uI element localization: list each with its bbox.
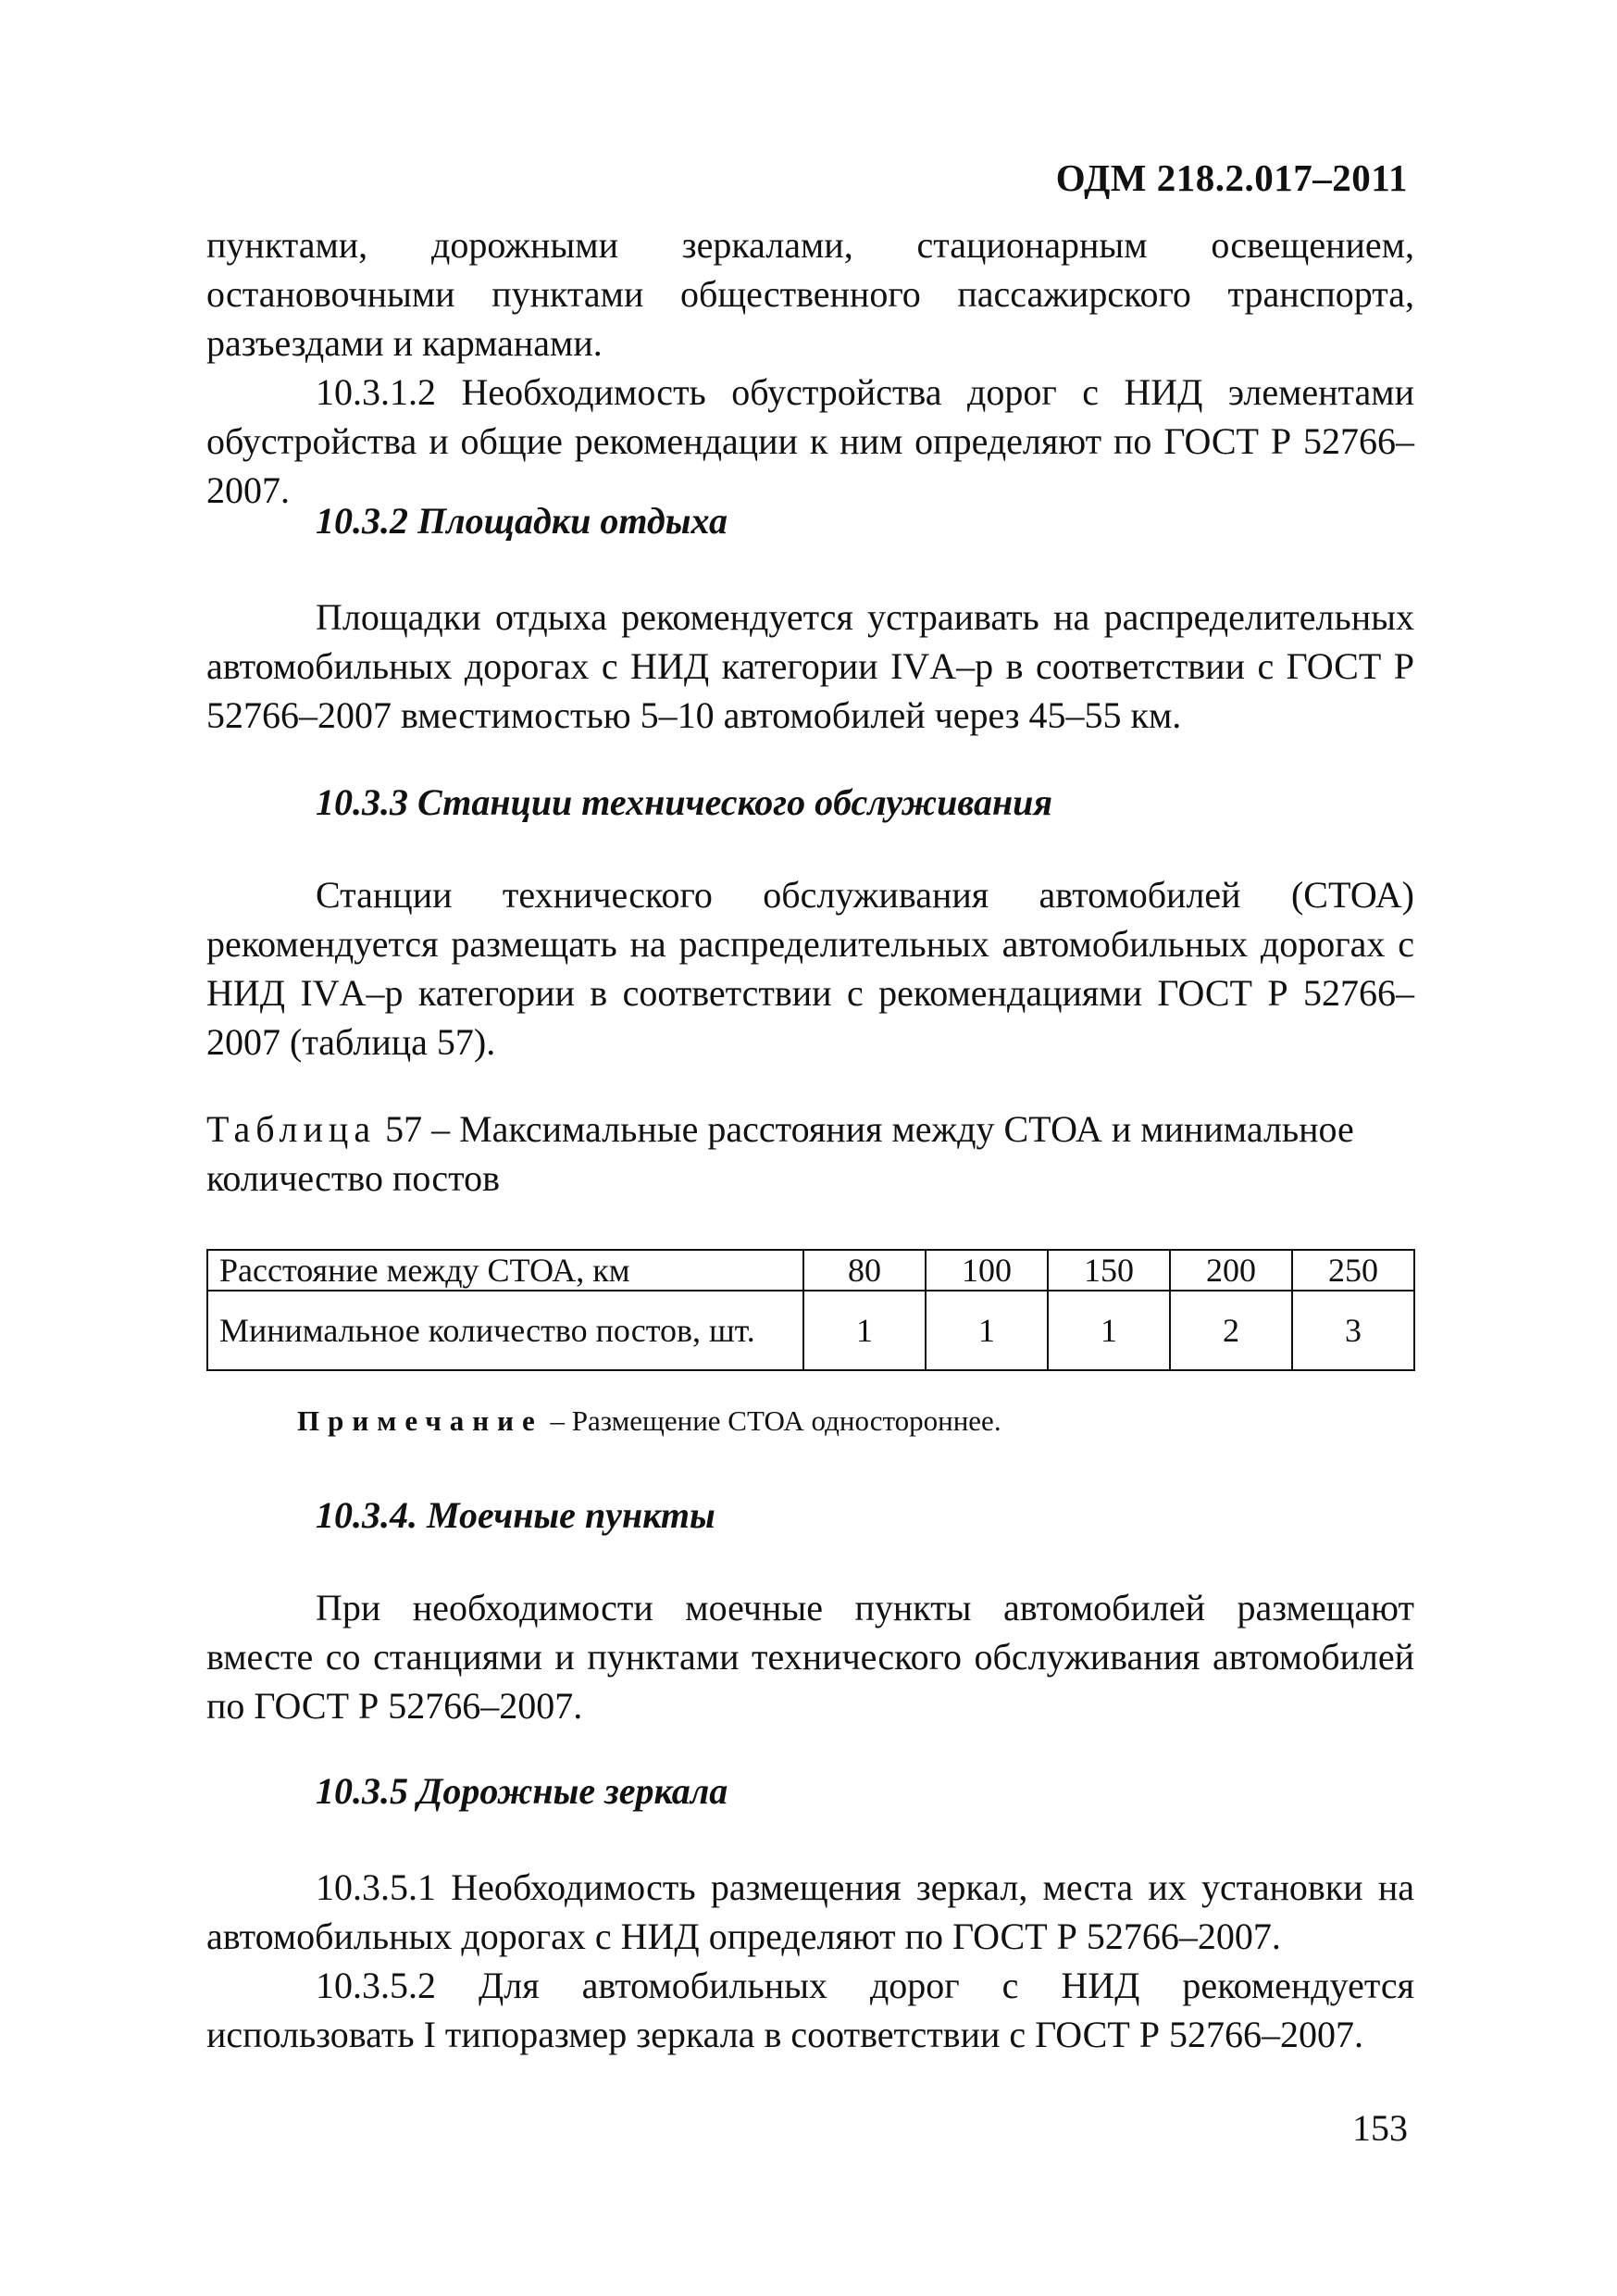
paragraph-10-3-3: Станции технического обслуживания автомобилей (СТОА) рекомендуется размещать на распределительных автомобильных дорогах с НИД IVА–р категории в соответствии с рекомендациями ГОСТ Р 52766–2007 (таблица 57). — [206, 874, 1414, 1063]
table-cell: 80 — [803, 1250, 926, 1291]
paragraph-10-3-5-1: 10.3.5.1 Необходимость размещения зеркал, места их установки на автомобильных дорогах с НИД определяют по ГОСТ Р 52766–2007. — [206, 1866, 1414, 1957]
table-row-distance — [207, 1250, 1414, 1291]
table-cell: 3 — [1292, 1291, 1414, 1370]
section-heading-10-3-2: 10.3.2 Площадки отдыха — [316, 500, 728, 542]
table-caption: Таблица 57 – Максимальные расстояния между СТОА и минимальное количество постов — [206, 1108, 1354, 1199]
table-cell: 1 — [803, 1291, 926, 1370]
section-heading-10-3-5: 10.3.5 Дорожные зеркала — [316, 1770, 728, 1812]
section-heading-10-3-3: 10.3.3 Станции технического обслуживания — [316, 781, 1052, 823]
table-cell: 1 — [1048, 1291, 1170, 1370]
page-number: 153 — [1352, 2107, 1408, 2149]
paragraph-10-3-4: При необходимости моечные пункты автомобилей размещают вместе со станциями и пунктами технического обслуживания автомобилей по ГОСТ Р 52766–2007. — [206, 1587, 1414, 1727]
paragraph-10-3-1-2: 10.3.1.2 Необходимость обустройства дорог с НИД элементами обустройства и общие рекомендации к ним определяют по ГОСТ Р 52766–2007. — [206, 371, 1414, 511]
table-row-label: Расстояние между СТОА, км — [207, 1250, 803, 1291]
table-cell: 2 — [1170, 1291, 1292, 1370]
paragraph-intro: пунктами, дорожными зеркалами, стационарным освещением, остановочными пунктами общественного пассажирского транспорта, разъездами и карманами. — [206, 224, 1414, 364]
table-cell: 200 — [1170, 1250, 1292, 1291]
table-cell: 150 — [1048, 1250, 1170, 1291]
table-57 — [206, 1249, 1415, 1371]
paragraph-10-3-2: Площадки отдыха рекомендуется устраивать на распределительных автомобильных дорогах с НИД категории IVА–р в соответствии с ГОСТ Р 52766–2007 вместимостью 5–10 автомобилей через 45–55 км. — [206, 596, 1414, 736]
document-header: ОДМ 218.2.017–2011 — [1055, 156, 1408, 199]
table-row-posts — [207, 1291, 1414, 1370]
table-cell: 100 — [926, 1250, 1048, 1291]
table-note: Примечание – Размещение СТОА одностороннее. — [297, 1404, 1001, 1437]
table-cell: 1 — [926, 1291, 1048, 1370]
table-row-label: Минимальное количество постов, шт. — [207, 1291, 803, 1370]
paragraph-10-3-5-2: 10.3.5.2 Для автомобильных дорог с НИД рекомендуется использовать I типоразмер зеркала в соответствии с ГОСТ Р 52766–2007. — [206, 1965, 1414, 2055]
table-cell: 250 — [1292, 1250, 1414, 1291]
section-heading-10-3-4: 10.3.4. Моечные пункты — [316, 1494, 715, 1536]
